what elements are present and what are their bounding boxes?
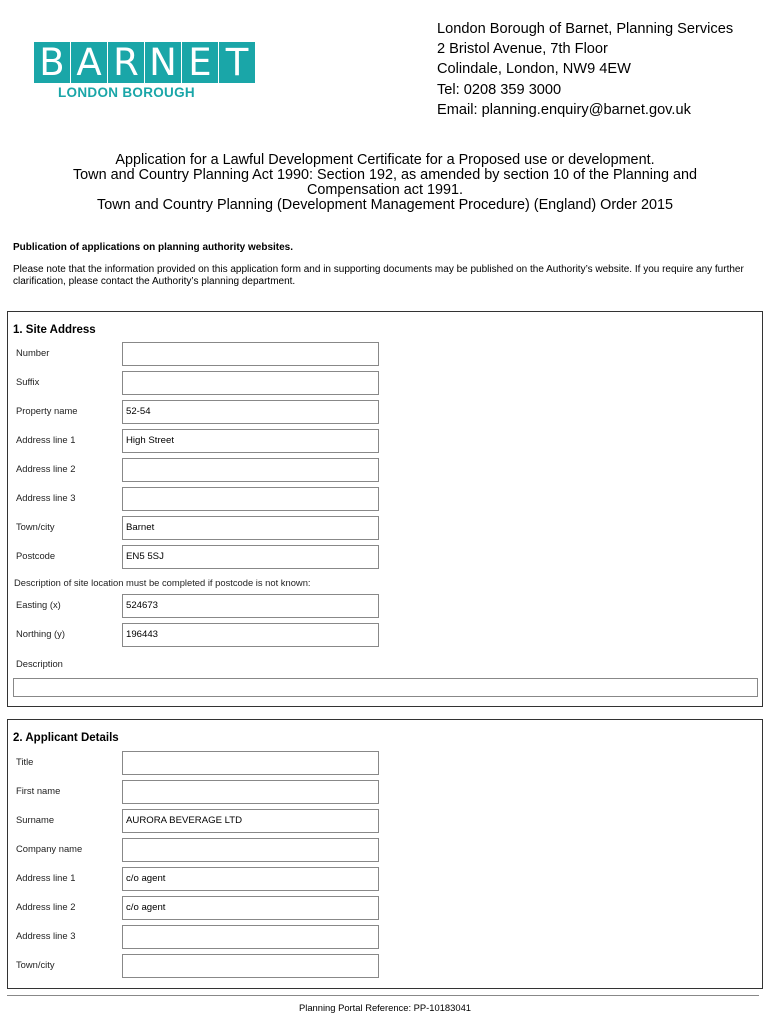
applicant-address-line-3-field[interactable] bbox=[122, 925, 379, 949]
logo-letter: N bbox=[145, 42, 181, 83]
address-line-3-field[interactable] bbox=[122, 487, 379, 511]
field-label: Town/city bbox=[16, 959, 55, 970]
footer-divider bbox=[7, 995, 759, 996]
contact-street: 2 Bristol Avenue, 7th Floor bbox=[437, 41, 608, 58]
site-address-section bbox=[7, 311, 763, 707]
logo-letter: B bbox=[34, 42, 70, 83]
contact-city: Colindale, London, NW9 4EW bbox=[437, 61, 631, 78]
contact-organisation: London Borough of Barnet, Planning Services bbox=[437, 21, 734, 37]
description-field[interactable] bbox=[13, 678, 758, 697]
applicant-town-city-field[interactable] bbox=[122, 954, 379, 978]
field-label: Number bbox=[16, 347, 50, 358]
field-label: Address line 2 bbox=[16, 901, 76, 912]
field-label: Address line 3 bbox=[16, 930, 76, 941]
field-label: Address line 3 bbox=[16, 492, 76, 503]
number-field[interactable] bbox=[122, 342, 379, 366]
title-line: Compensation act 1991. bbox=[307, 182, 463, 198]
field-label: First name bbox=[16, 785, 61, 796]
field-label: Property name bbox=[16, 405, 78, 416]
barnet-logo bbox=[34, 41, 256, 100]
location-note: Description of site location must be completed if postcode is not known: bbox=[14, 577, 311, 588]
address-line-2-field[interactable] bbox=[122, 458, 379, 482]
logo-letter: T bbox=[219, 42, 255, 83]
title-field[interactable] bbox=[122, 751, 379, 775]
applicant-details-section bbox=[7, 719, 763, 989]
field-label: Postcode bbox=[16, 550, 56, 561]
town-city-field[interactable]: Barnet bbox=[122, 516, 379, 540]
field-label: Company name bbox=[16, 843, 83, 854]
field-label: Suffix bbox=[16, 376, 40, 387]
suffix-field[interactable] bbox=[122, 371, 379, 395]
footer-reference: Planning Portal Reference: PP-10183041 bbox=[299, 1002, 471, 1013]
field-label: Description bbox=[16, 658, 63, 669]
field-label: Address line 1 bbox=[16, 434, 76, 445]
section-title: 2. Applicant Details bbox=[13, 732, 119, 744]
title-line: Town and Country Planning Act 1990: Section 192, as amended by section 10 of the Planning and bbox=[72, 167, 698, 183]
address-line-1-field[interactable]: High Street bbox=[122, 429, 379, 453]
logo-subtitle: LONDON BOROUGH bbox=[58, 85, 195, 100]
northing-field[interactable]: 196443 bbox=[122, 623, 379, 647]
surname-field[interactable]: AURORA BEVERAGE LTD bbox=[122, 809, 379, 833]
field-label: Town/city bbox=[16, 521, 55, 532]
field-label: Title bbox=[16, 756, 34, 767]
contact-email: Email: planning.enquiry@barnet.gov.uk bbox=[437, 101, 691, 118]
contact-phone: Tel: 0208 359 3000 bbox=[437, 81, 562, 98]
postcode-field[interactable]: EN5 5SJ bbox=[122, 545, 379, 569]
easting-field[interactable]: 524673 bbox=[122, 594, 379, 618]
first-name-field[interactable] bbox=[122, 780, 379, 804]
field-label: Easting (x) bbox=[16, 599, 61, 610]
property-name-field[interactable]: 52-54 bbox=[122, 400, 379, 424]
field-label: Address line 1 bbox=[16, 872, 76, 883]
field-label: Surname bbox=[16, 814, 55, 825]
publication-note: Please note that the information provided on this application form and in supporting documents may be published on the Authority’s website. If you require any further clarification, please contact the Authority’s planning department. bbox=[13, 264, 744, 287]
logo-letter: R bbox=[108, 42, 144, 83]
logo-letter: E bbox=[182, 42, 218, 83]
field-label: Northing (y) bbox=[16, 628, 65, 639]
publication-heading: Publication of applications on planning authority websites. bbox=[13, 242, 294, 253]
title-line: Town and Country Planning (Development Management Procedure) (England) Order 2015 bbox=[97, 197, 673, 213]
logo-letter: A bbox=[71, 42, 107, 83]
company-name-field[interactable] bbox=[122, 838, 379, 862]
form-title bbox=[30, 153, 740, 213]
applicant-address-line-1-field[interactable]: c/o agent bbox=[122, 867, 379, 891]
title-line: Application for a Lawful Development Certificate for a Proposed use or development. bbox=[115, 152, 655, 168]
field-label: Address line 2 bbox=[16, 463, 76, 474]
applicant-address-line-2-field[interactable]: c/o agent bbox=[122, 896, 379, 920]
contact-block bbox=[437, 19, 733, 120]
section-title: 1. Site Address bbox=[13, 324, 96, 336]
